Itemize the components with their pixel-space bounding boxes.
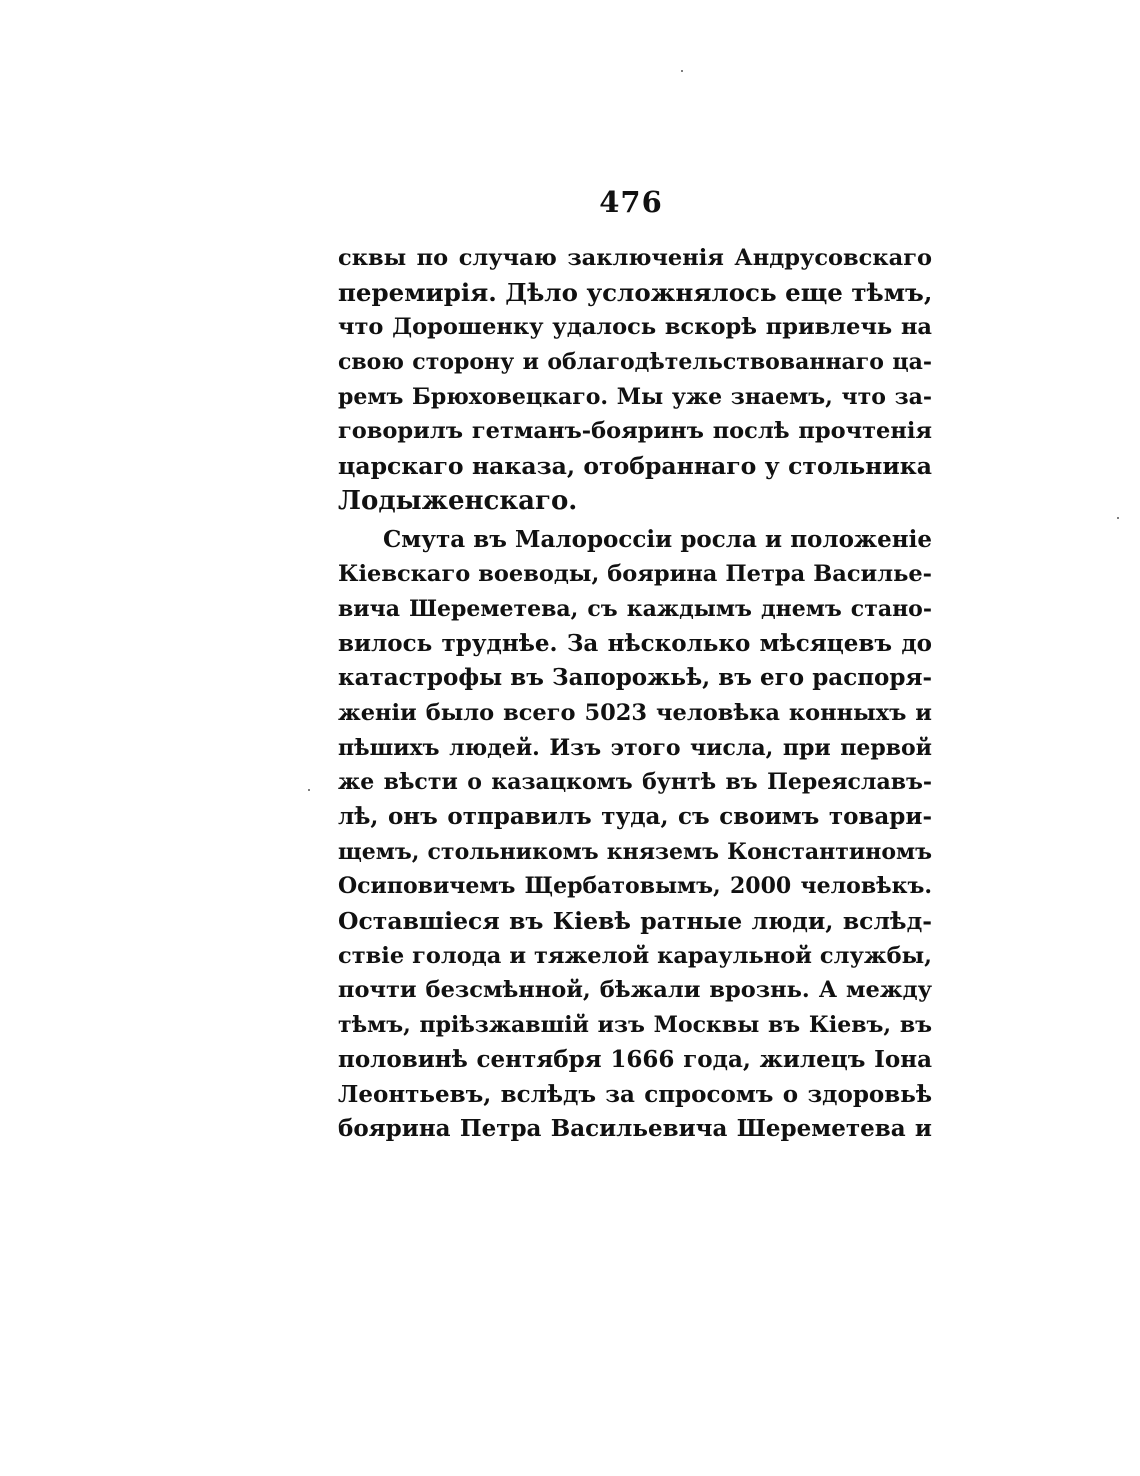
text-line: ствіе голода и тяжелой караульной службы, xyxy=(338,942,932,969)
body-text xyxy=(338,241,932,1147)
text-line: почти безсмѣнной, бѣжали врознь. А между xyxy=(338,977,932,1004)
text-line: щемъ, стольникомъ княземъ Константиномъ xyxy=(338,838,932,865)
print-speck xyxy=(681,70,683,72)
text-line: тѣмъ, пріѣзжавшій изъ Москвы въ Кіевъ, въ xyxy=(338,1012,932,1039)
text-line: вилось труднѣе. За нѣсколько мѣсяцевъ до xyxy=(338,629,932,657)
text-line: Смута въ Малороссіи росла и положеніе xyxy=(383,525,932,553)
text-line: же вѣсти о казацкомъ бунтѣ въ Переяславъ- xyxy=(338,769,932,796)
print-speck xyxy=(1117,517,1119,519)
text-line: половинѣ сентября 1666 года, жилецъ Іона xyxy=(338,1045,932,1073)
text-line: катастрофы въ Запорожьѣ, въ его распоря- xyxy=(338,664,932,692)
text-line: говорилъ гетманъ-бояринъ послѣ прочтенія xyxy=(338,418,932,445)
text-line: вича Шереметева, съ каждымъ днемъ стано- xyxy=(338,595,932,622)
text-line: боярина Петра Васильевича Шереметева и xyxy=(338,1115,932,1143)
text-line: сквы по случаю заключенія Андрусовскаго xyxy=(338,245,932,271)
text-line: Кіевскаго воеводы, боярина Петра Василье- xyxy=(338,561,932,588)
text-line: Оставшіеся въ Кіевѣ ратные люди, вслѣд- xyxy=(338,907,932,936)
text-line: Леонтьевъ, вслѣдъ за спросомъ о здоровьѣ xyxy=(338,1080,932,1108)
paragraph xyxy=(338,523,932,1147)
text-line: свою сторону и облагодѣтельствованнаго ца- xyxy=(338,349,932,376)
text-line: перемирія. Дѣло усложнялось еще тѣмъ, xyxy=(338,277,933,307)
text-line: женіи было всего 5023 человѣка конныхъ и xyxy=(338,699,932,726)
text-line: Осиповичемъ Щербатовымъ, 2000 человѣкъ. xyxy=(338,873,932,900)
text-line: лѣ, онъ отправилъ туда, съ своимъ товари- xyxy=(338,803,932,830)
text-line: пѣшихъ людей. Изъ этого числа, при первой xyxy=(338,734,932,761)
text-line: что Дорошенку удалось вскорѣ привлечь на xyxy=(338,314,932,341)
text-line: Лодыженскаго. xyxy=(338,485,578,516)
text-line: ремъ Брюховецкаго. Мы уже знаемъ, что за- xyxy=(338,383,932,410)
paragraph xyxy=(338,241,932,519)
text-line: царскаго наказа, отобраннаго у стольника xyxy=(338,452,932,481)
print-speck xyxy=(308,789,310,791)
page-number: 476 xyxy=(599,185,663,219)
